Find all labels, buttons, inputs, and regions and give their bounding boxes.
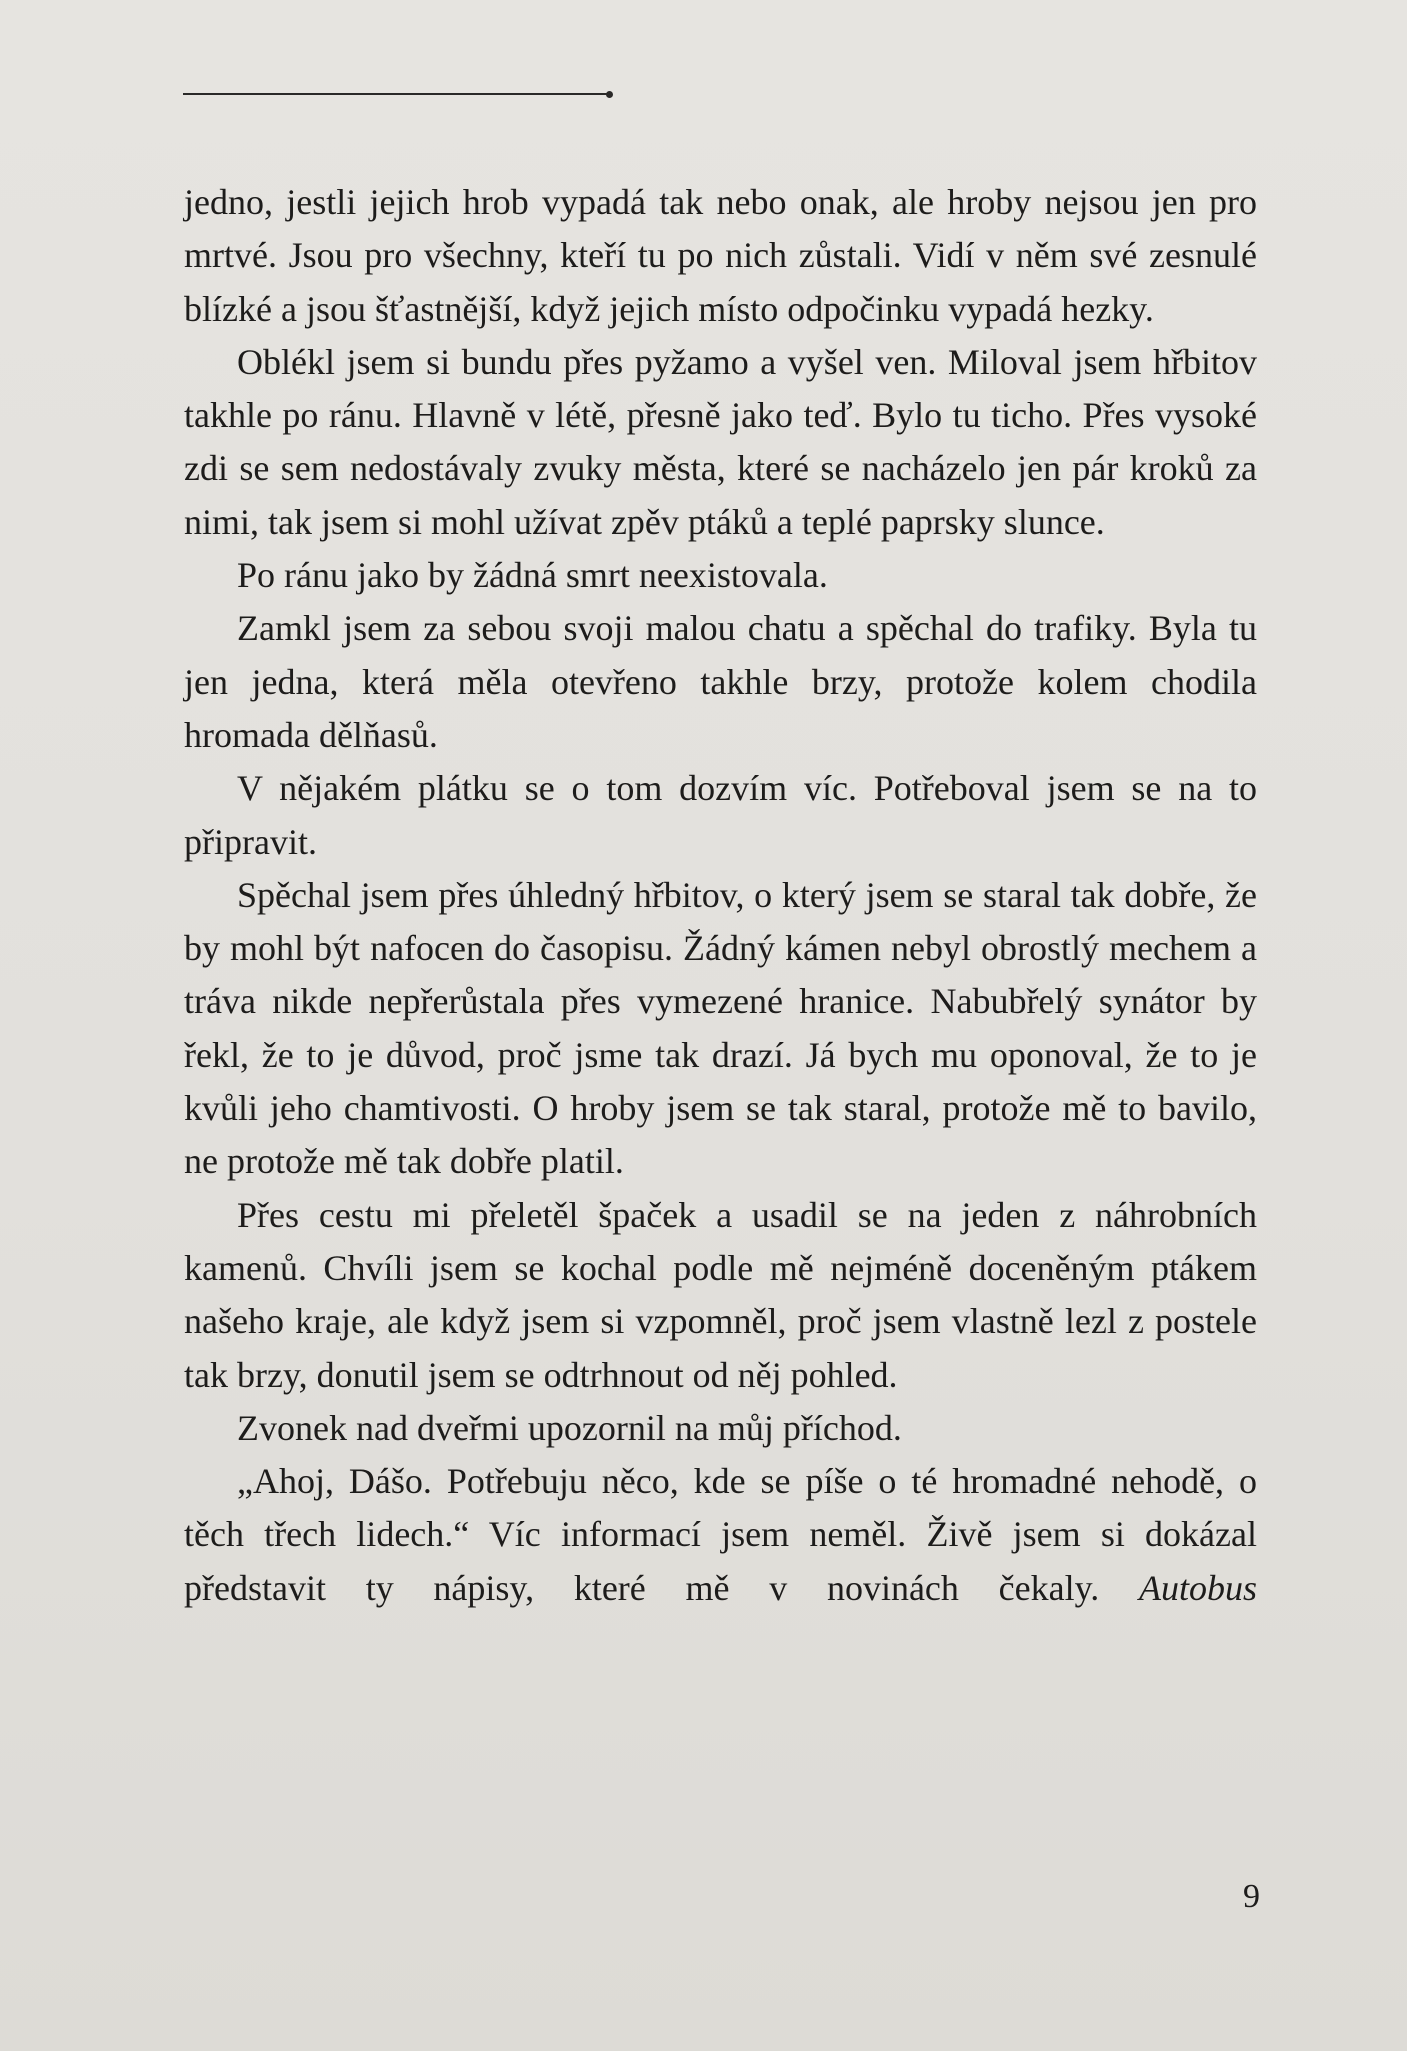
paragraph: jedno, jestli jejich hrob vypadá tak nebo onak, ale hroby nejsou jen pro mrtvé. Jsou pro všechny, kteří tu po nich zůstali. Vidí v něm své zesnulé blízké a jsou šťastnější, když jejich místo odpočinku vypadá hezky. [184,182,1257,329]
paragraph: Přes cestu mi přeletěl špaček a usadil se na jeden z náhrobních kamenů. Chvíli jsem se kochal podle mě nejméně doceněným ptákem našeho kraje, ale když jsem si vzpomněl, proč jsem vlastně lezl z postele tak brzy, donutil jsem se odtrhnout od něj pohled. [184,1194,1257,1395]
paragraph: Zvonek nad dveřmi upozornil na můj příchod. [237,1407,902,1448]
paragraph: Spěchal jsem přes úhledný hřbitov, o který jsem se staral tak dobře, že by mohl být nafocen do časopisu. Žádný kámen nebyl obrostlý mechem a tráva nikde nepřerůstala přes vymezené hranice. Nabubřelý synátor by řekl, že to je důvod, proč jsme tak drazí. Já bych mu oponoval, že to je kvůli jeho chamtivosti. O hroby jsem se tak staral, protože mě to bavilo, ne protože mě tak dobře platil. [184,874,1257,1182]
paragraph: Po ránu jako by žádná smrt neexistovala. [237,555,828,596]
body-text [184,176,1257,1615]
paragraph-text: „Ahoj, Dášo. Potřebuju něco, kde se píše o té hromadné nehodě, o těch třech lidech.“ Víc informací jsem neměl. Živě jsem si dokázal představit ty nápisy, které mě v novinách čekaly. [184,1461,1257,1608]
paragraph-last [184,1455,1257,1615]
paragraph: V nějakém plátku se o tom dozvím víc. Potřeboval jsem se na to připravit. [184,768,1257,862]
page-number: 9 [1243,1878,1260,1915]
italic-word: Autobus [1138,1567,1257,1608]
header-rule [183,93,610,95]
paragraph: Zamkl jsem za sebou svoji malou chatu a spěchal do trafiky. Byla tu jen jedna, která měla otevřeno takhle brzy, protože kolem chodila hromada dělňasů. [184,608,1257,755]
paragraph: Oblékl jsem si bundu přes pyžamo a vyšel ven. Miloval jsem hřbitov takhle po ránu. Hlavně v létě, přesně jako teď. Bylo tu ticho. Přes vysoké zdi se sem nedostávaly zvuky města, které se nacházelo jen pár kroků za nimi, tak jsem si mohl užívat zpěv ptáků a teplé paprsky slunce. [184,341,1257,542]
header-rule-ornament [606,91,613,98]
